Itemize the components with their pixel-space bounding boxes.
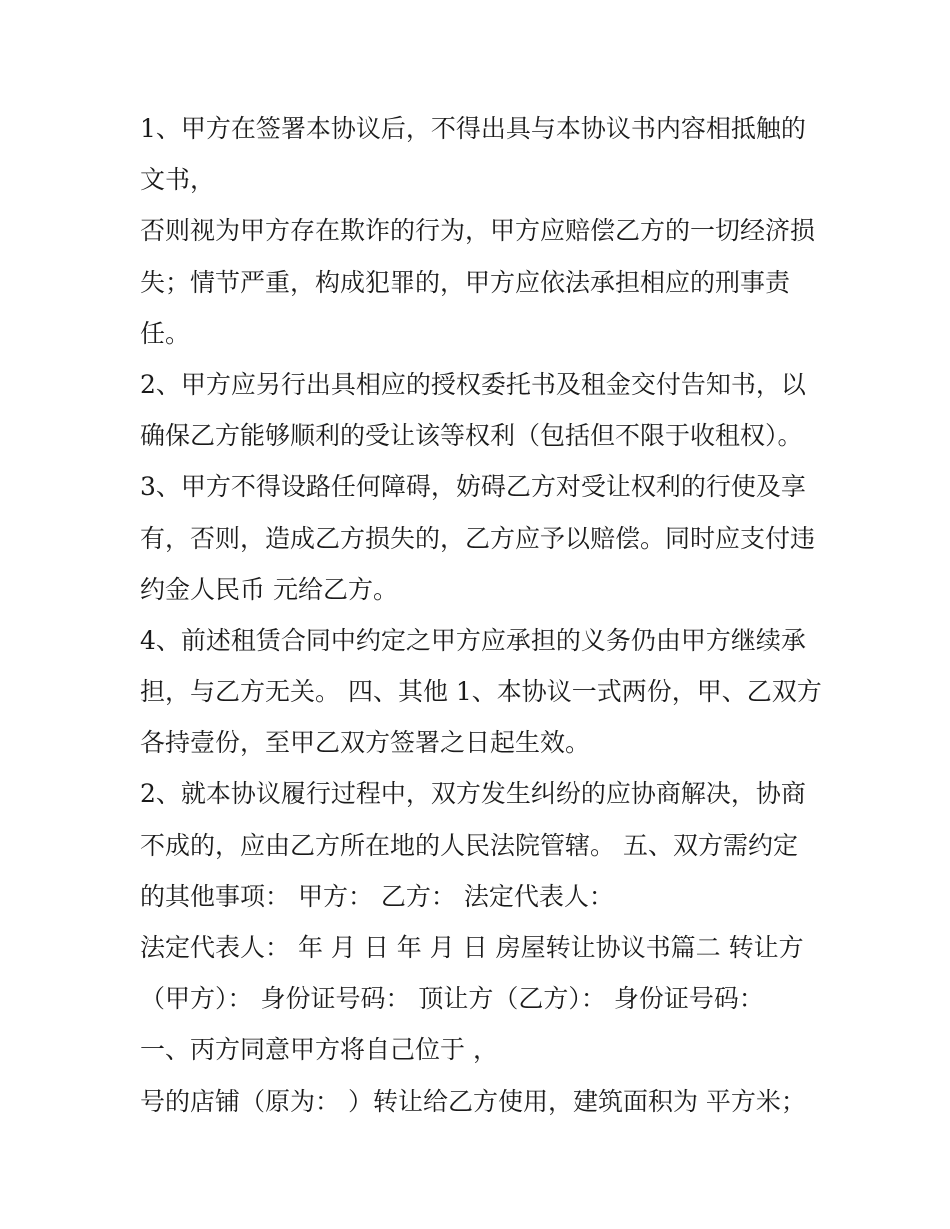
text-line: 3、甲方不得设路任何障碍，妨碍乙方对受让权利的行使及享 (140, 472, 806, 502)
text-line: 约金人民币 元给乙方。 (140, 574, 398, 604)
text-line: 4、前述租赁合同中约定之甲方应承担的义务仍由甲方继续承 (140, 625, 806, 655)
text-line: 有，否则，造成乙方损失的，乙方应予以赔偿。同时应支付违 (140, 523, 816, 553)
text-line: 的其他事项： 甲方： 乙方： 法定代表人： (140, 881, 614, 911)
text-line: 2、就本协议履行过程中，双方发生纠纷的应协商解决，协商 (140, 779, 806, 809)
text-line: 1、甲方在签署本协议后，不得出具与本协议书内容相抵触的 (140, 114, 806, 143)
text-line: 文书， (140, 165, 216, 195)
text-line: 确保乙方能够顺利的受让该等权利（包括但不限于收租权）。 (140, 421, 803, 451)
text-line: 各持壹份，至甲乙双方签署之日起生效。 (140, 728, 591, 758)
text-line: 失；情节严重，构成犯罪的，甲方应依法承担相应的刑事责 (140, 267, 791, 297)
text-line: 一、丙方同意甲方将自己位于 ， (140, 1035, 498, 1065)
text-line: 2、甲方应另行出具相应的授权委托书及租金交付告知书，以 (140, 369, 806, 399)
text-line: 号的店铺（原为： ）转让给乙方使用，建筑面积为 平方米； (140, 1086, 806, 1116)
text-line: 担，与乙方无关。 四、其他 1、本协议一式两份，甲、乙双方 (140, 677, 822, 707)
text-line: 不成的，应由乙方所在地的人民法院管辖。 五、双方需约定 (140, 830, 798, 860)
text-line: 法定代表人： 年 月 日 年 月 日 房屋转让协议书篇二 转让方 (140, 933, 804, 962)
text-line: 任。 (140, 318, 191, 348)
text-line: 否则视为甲方存在欺诈的行为，甲方应赔偿乙方的一切经济损 (140, 216, 816, 246)
document-body (140, 103, 820, 1127)
text-line: （甲方）： 身份证号码： 顶让方（乙方）： 身份证号码： (140, 984, 764, 1014)
